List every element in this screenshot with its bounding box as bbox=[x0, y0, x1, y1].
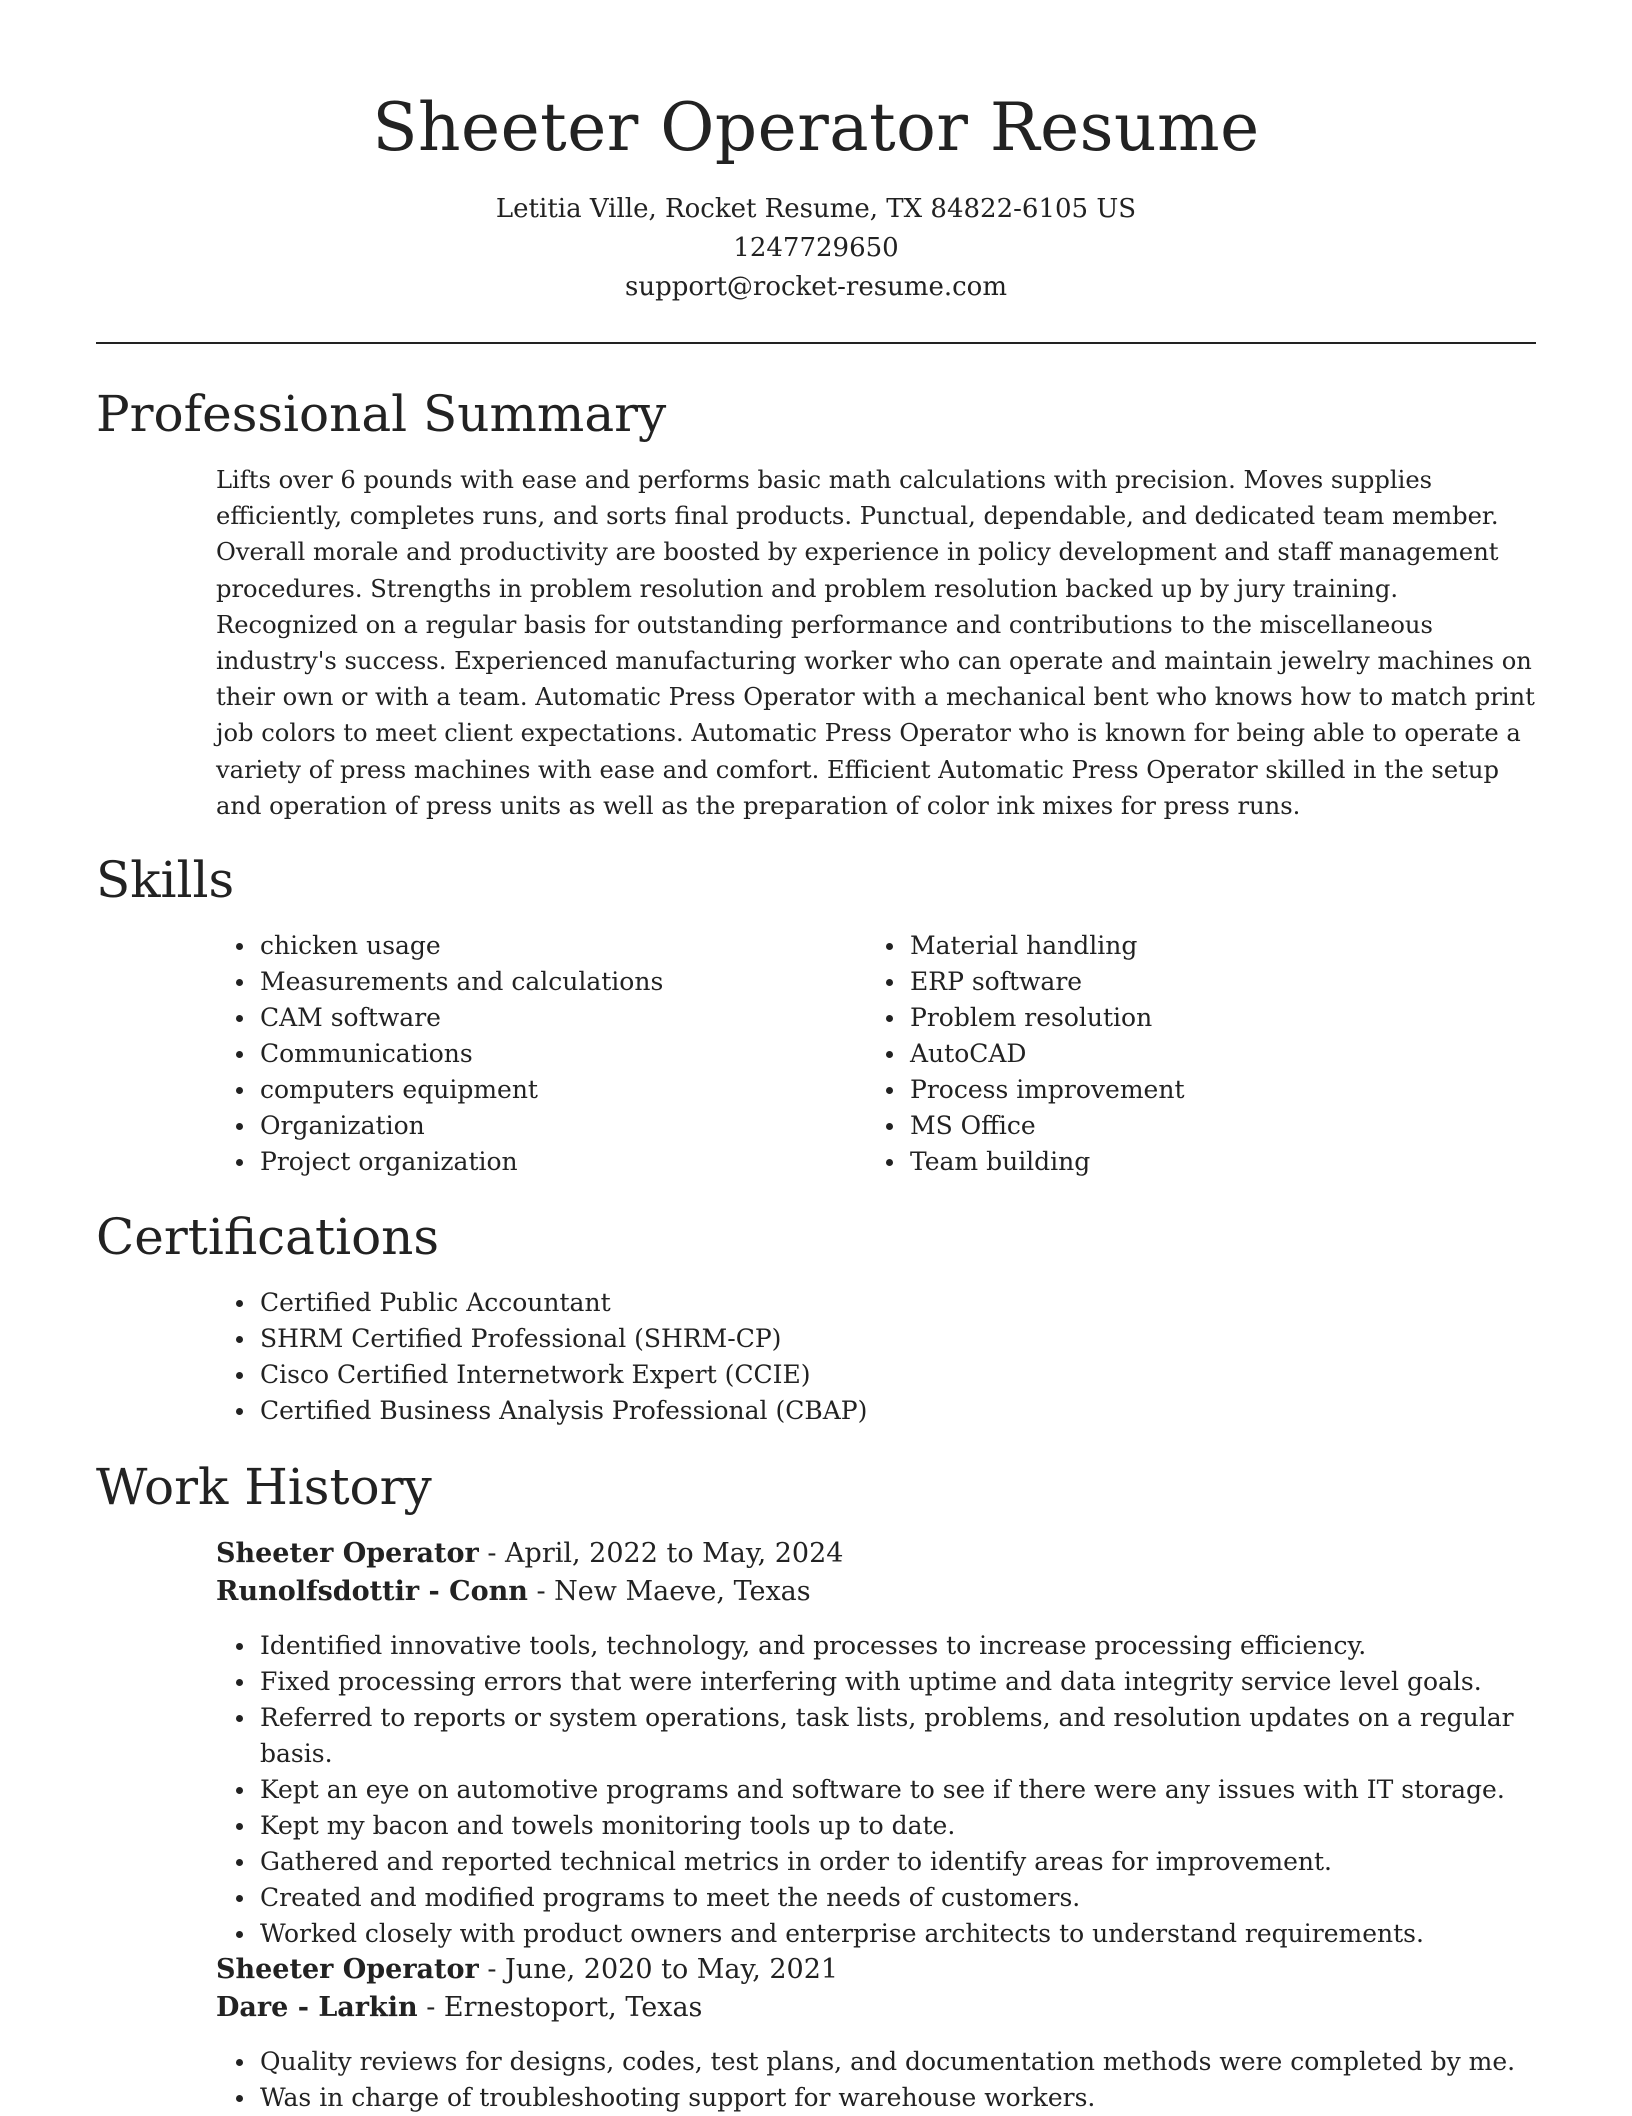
skill-item: Material handling bbox=[866, 928, 1466, 964]
job-bullet: Kept my bacon and towels monitoring tools up to date. bbox=[216, 1808, 1546, 1844]
job-title: Sheeter Operator bbox=[216, 1954, 479, 1985]
resume-title: Sheeter Operator Resume bbox=[372, 89, 1260, 166]
job-1-title-line bbox=[216, 1535, 1516, 1573]
skills-list-right bbox=[866, 928, 1466, 1180]
skill-item: MS Office bbox=[866, 1108, 1466, 1144]
job-location: - New Maeve, Texas bbox=[527, 1576, 811, 1607]
contact-address: Letitia Ville, Rocket Resume, TX 84822-6105 US bbox=[495, 194, 1137, 224]
job-1-bullets bbox=[216, 1628, 1546, 1952]
job-bullet: Was in charge of troubleshooting support for warehouse workers. bbox=[216, 2080, 1546, 2116]
job-dates: - June, 2020 to May, 2021 bbox=[478, 1954, 839, 1985]
skill-item: Communications bbox=[216, 1036, 816, 1072]
skill-item: Problem resolution bbox=[866, 1000, 1466, 1036]
skill-item: Measurements and calculations bbox=[216, 964, 816, 1000]
header-divider bbox=[96, 342, 1536, 344]
skill-item: CAM software bbox=[216, 1000, 816, 1036]
certification-item: Certified Public Accountant bbox=[216, 1285, 1516, 1321]
skill-item: Process improvement bbox=[866, 1072, 1466, 1108]
skill-item: ERP software bbox=[866, 964, 1466, 1000]
skill-item: Organization bbox=[216, 1108, 816, 1144]
certification-item: SHRM Certified Professional (SHRM-CP) bbox=[216, 1321, 1516, 1357]
job-2-title-line bbox=[216, 1951, 1516, 1989]
skill-item: computers equipment bbox=[216, 1072, 816, 1108]
section-title-work-history: Work History bbox=[96, 1458, 432, 1516]
skills-list-left bbox=[216, 928, 816, 1180]
contact-block bbox=[0, 190, 1632, 307]
contact-email: support@rocket-resume.com bbox=[624, 272, 1007, 302]
job-2-bullets bbox=[216, 2044, 1546, 2116]
job-company: Runolfsdottir - Conn bbox=[216, 1576, 528, 1607]
job-bullet: Referred to reports or system operations, task lists, problems, and resolution updates on a regular basis. bbox=[216, 1700, 1546, 1772]
job-dates: - April, 2022 to May, 2024 bbox=[478, 1538, 844, 1569]
job-bullet: Quality reviews for designs, codes, test plans, and documentation methods were completed by me. bbox=[216, 2044, 1546, 2080]
job-bullet: Worked closely with product owners and enterprise architects to understand requirements. bbox=[216, 1916, 1546, 1952]
job-location: - Ernestoport, Texas bbox=[417, 1992, 703, 2023]
job-bullet: Gathered and reported technical metrics in order to identify areas for improvement. bbox=[216, 1844, 1546, 1880]
section-title-certifications: Certifications bbox=[96, 1208, 440, 1266]
job-1-company-line bbox=[216, 1573, 1516, 1611]
job-bullet: Identified innovative tools, technology, and processes to increase processing efficiency. bbox=[216, 1628, 1546, 1664]
skill-item: Team building bbox=[866, 1144, 1466, 1180]
certifications-list bbox=[216, 1285, 1516, 1429]
job-company: Dare - Larkin bbox=[216, 1992, 418, 2023]
job-2-header bbox=[216, 1951, 1516, 2027]
section-title-skills: Skills bbox=[96, 851, 235, 909]
summary-text: Lifts over 6 pounds with ease and performs basic math calculations with precision. Moves supplies efficiently, completes runs, and sorts final products. Punctual, dependable, and dedicated team member. Overall morale and productivity are boosted by experience in policy development and staff management procedures. Strengths in problem resolution and problem resolution backed up by jury training. Recognized on a regular basis for outstanding performance and contributions to the miscellaneous industry's success. Experienced manufacturing worker who can operate and maintain jewelry machines on their own or with a team. Automatic Press Operator with a mechanical bent who knows how to match print job colors to meet client expectations. Automatic Press Operator who is known for being able to operate a variety of press machines with ease and comfort. Efficient Automatic Press Operator skilled in the setup and operation of press units as well as the preparation of color ink mixes for press runs. bbox=[216, 466, 1535, 820]
skill-item: chicken usage bbox=[216, 928, 816, 964]
job-bullet: Kept an eye on automotive programs and software to see if there were any issues with IT storage. bbox=[216, 1772, 1546, 1808]
job-2-company-line bbox=[216, 1989, 1516, 2027]
skill-item: Project organization bbox=[216, 1144, 816, 1180]
job-title: Sheeter Operator bbox=[216, 1538, 479, 1569]
job-bullet: Created and modified programs to meet the needs of customers. bbox=[216, 1880, 1546, 1916]
skill-item: AutoCAD bbox=[866, 1036, 1466, 1072]
section-title-summary: Professional Summary bbox=[96, 385, 667, 443]
job-1-header bbox=[216, 1535, 1516, 1611]
certification-item: Cisco Certified Internetwork Expert (CCIE) bbox=[216, 1357, 1516, 1393]
job-bullet: Fixed processing errors that were interfering with uptime and data integrity service level goals. bbox=[216, 1664, 1546, 1700]
certification-item: Certified Business Analysis Professional (CBAP) bbox=[216, 1393, 1516, 1429]
contact-phone: 1247729650 bbox=[733, 233, 899, 263]
